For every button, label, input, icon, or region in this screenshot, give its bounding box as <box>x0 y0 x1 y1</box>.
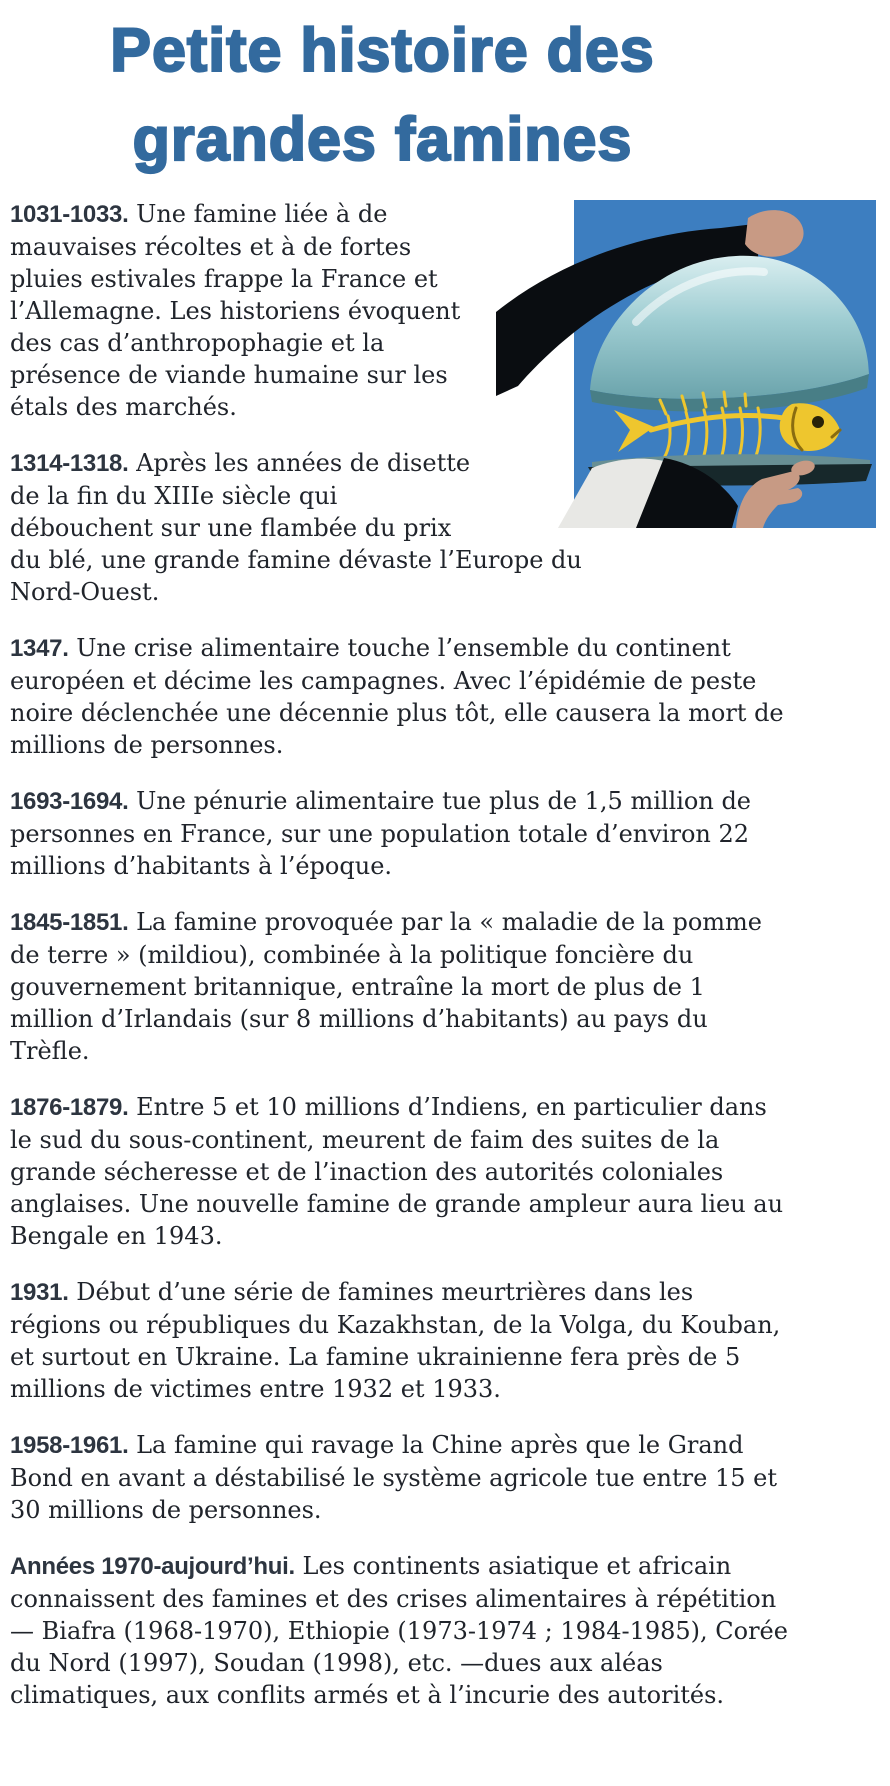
cloche-fish-illustration <box>496 200 876 528</box>
entry-date: 1693-1694. <box>10 788 129 816</box>
entry-text: La famine provoquée par la « maladie de la pomme de terre » (mildiou), combinée à la politique foncière du gouvernement britannique, entraîne la mort de plus de 1 million d’Irlandais (sur 8 millions d’habitants) au pays du Trèfle. <box>10 908 762 1066</box>
entry-text: Une pénurie alimentaire tue plus de 1,5 million de personnes en France, sur une population totale d’environ 22 millions d’habitants à l’époque. <box>10 787 752 881</box>
entry-text: Les continents asiatique et africain connaissent des famines et des crises alimentaires à répétition — Biafra (1968-1970), Ethiopie (1973-1974 ; 1984-1985), Corée du Nord (1997), Soudan (1998), etc. —dues aux aléas climatiques, aux conflits armés et à l’incurie des autorités. <box>10 1552 788 1710</box>
entry-date: 1845-1851. <box>10 909 129 937</box>
entry-date: 1876-1879. <box>10 1094 129 1122</box>
timeline-entry-1958 <box>10 1429 790 1526</box>
timeline-entry-1347 <box>10 632 790 761</box>
fish-eye <box>812 416 824 428</box>
timeline-entry-1845 <box>10 906 790 1067</box>
entry-date: 1031-1033. <box>10 201 129 229</box>
timeline-entry-1693 <box>10 785 790 882</box>
timeline-entry-1970s <box>10 1550 790 1711</box>
entry-text: La famine qui ravage la Chine après que le Grand Bond en avant a déstabilisé le système agricole tue entre 15 et 30 millions de personnes. <box>10 1431 777 1525</box>
entry-text: Une famine liée à de mauvaises récoltes et à de fortes pluies estivales frappe la France et l’Allemagne. Les historiens évoquent des cas d’anthropophagie et la présence de viande humaine sur les étals des marchés. <box>10 200 461 422</box>
entry-text: Une crise alimentaire touche l’ensemble du continent européen et décime les campagnes. Avec l’épidémie de peste noire déclenchée une décennie plus tôt, elle causera la mort de millions de personnes. <box>10 634 784 760</box>
entry-text: Entre 5 et 10 millions d’Indiens, en particulier dans le sud du sous-continent, meurent de faim des suites de la grande sécheresse et de l’inaction des autorités coloniales anglaises. Une nouvelle famine de grande ampleur aura lieu au Bengale en 1943. <box>10 1093 784 1251</box>
entry-date: 1958-1961. <box>10 1432 129 1460</box>
famine-photo <box>496 200 876 528</box>
entry-text: Après les années de disette de la fin du XIIIe siècle qui débouchent sur une flambée du prix du blé, une grande famine dévaste l’Europe du Nord-Ouest. <box>10 449 582 607</box>
page-title <box>10 6 755 184</box>
entry-text: Début d’une série de famines meurtrières dans les régions ou républiques du Kazakhstan, de la Volga, du Kouban, et surtout en Ukraine. La famine ukrainienne fera près de 5 millions de victimes entre 1932 et 1933. <box>10 1278 781 1404</box>
timeline-entry-1031 <box>10 198 480 423</box>
page-title-line1: Petite histoire des <box>110 16 655 84</box>
entry-date: 1931. <box>10 1279 69 1307</box>
page-title-line2: grandes famines <box>132 105 633 174</box>
timeline-entry-1931 <box>10 1276 790 1405</box>
entry-date: 1314-1318. <box>10 450 129 478</box>
entry-date: 1347. <box>10 635 69 663</box>
entry-date: Années 1970-aujourd’hui. <box>10 1553 295 1581</box>
timeline-entry-1876 <box>10 1091 790 1252</box>
